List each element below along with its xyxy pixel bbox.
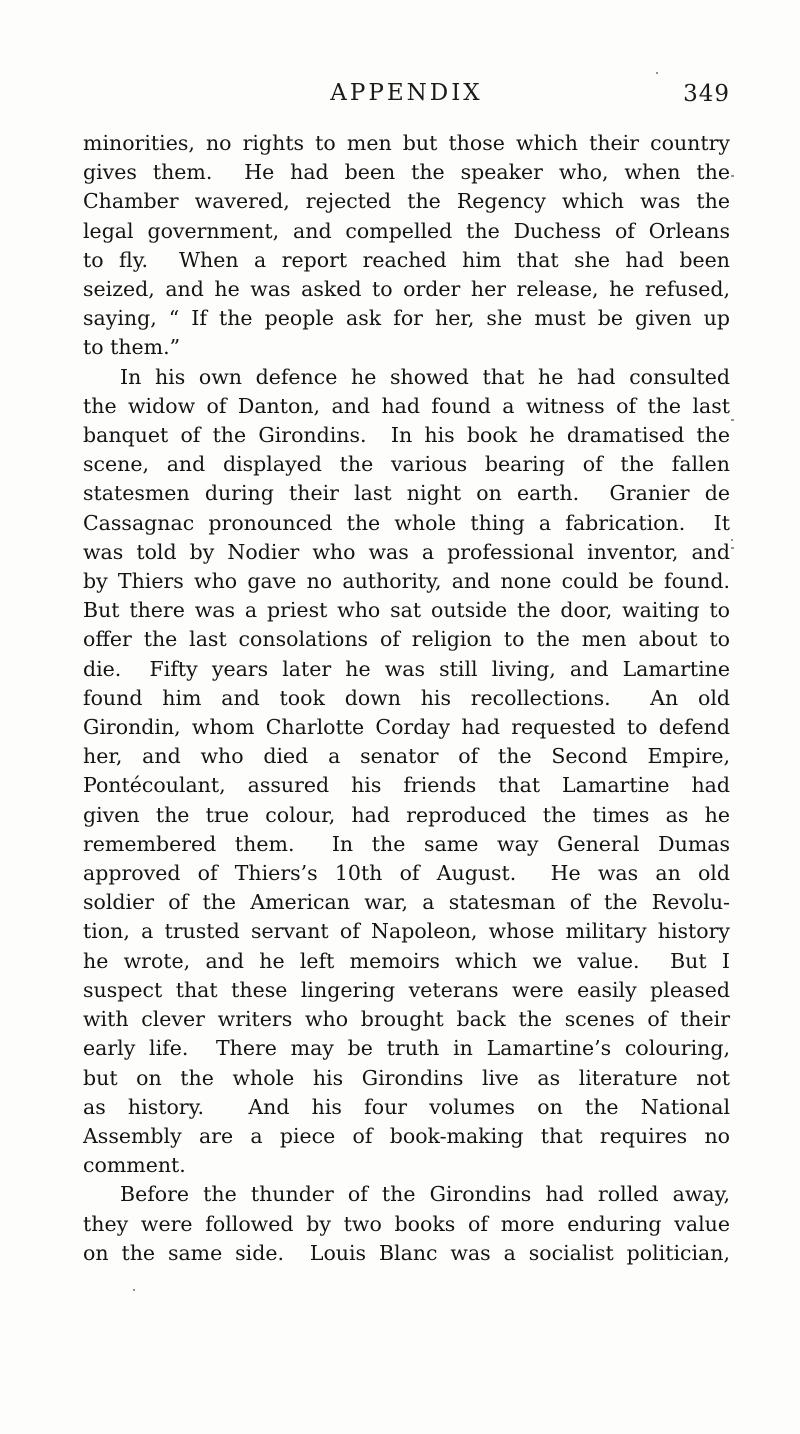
text-line: Pontécoulant, assured his friends that Lamartine had xyxy=(83,773,730,798)
text-line: found him and took down his recollections. An old xyxy=(83,685,730,710)
text-line: was told by Nodier who was a professional inventor, and xyxy=(83,539,730,564)
text-block xyxy=(83,0,730,1268)
text-line: banquet of the Girondins. In his book he dramatised the xyxy=(83,423,730,448)
text-line: soldier of the American war, a statesman of the Revolu- xyxy=(83,890,730,915)
text-line: to them.” xyxy=(83,335,181,360)
text-line: as history. And his four volumes on the National xyxy=(83,1094,730,1119)
text-line: they were followed by two books of more enduring value xyxy=(83,1211,730,1236)
text-line: Before the thunder of the Girondins had rolled away, xyxy=(120,1182,730,1207)
text-line: offer the last consolations of religion to the men about to xyxy=(83,627,730,652)
scan-speck xyxy=(731,419,734,421)
text-line: her, and who died a senator of the Second Empire, xyxy=(83,744,730,769)
text-line: saying, “ If the people ask for her, she must be given up xyxy=(83,306,730,331)
text-line: seized, and he was asked to order her release, he refused, xyxy=(83,277,730,302)
text-line: on the same side. Louis Blanc was a socialist politician, xyxy=(83,1240,730,1265)
scan-speck xyxy=(133,1289,135,1291)
text-line: comment. xyxy=(83,1153,186,1178)
scan-speck xyxy=(731,175,734,177)
page-number: 349 xyxy=(683,81,730,107)
scan-speck xyxy=(656,72,658,74)
running-head xyxy=(83,80,730,110)
text-line: but on the whole his Girondins live as literature not xyxy=(83,1065,730,1090)
text-line: Assembly are a piece of book-making that requires no xyxy=(83,1123,730,1148)
text-line: by Thiers who gave no authority, and none could be found. xyxy=(83,569,730,594)
text-line: Girondin, whom Charlotte Corday had requested to defend xyxy=(83,715,730,740)
text-line: statesmen during their last night on earth. Granier de xyxy=(83,481,730,506)
text-line: to fly. When a report reached him that she had been xyxy=(83,247,730,272)
text-line: gives them. He had been the speaker who, when the xyxy=(83,160,730,185)
text-line: die. Fifty years later he was still living, and Lamartine xyxy=(83,656,730,681)
page-body xyxy=(83,129,730,1268)
text-line: scene, and displayed the various bearing of the fallen xyxy=(83,452,730,477)
text-line: the widow of Danton, and had found a witness of the last xyxy=(83,393,730,418)
text-line: given the true colour, had reproduced the times as he xyxy=(83,802,730,827)
text-line: But there was a priest who sat outside the door, waiting to xyxy=(83,598,730,623)
text-line: suspect that these lingering veterans were easily pleased xyxy=(83,977,730,1002)
text-line: Chamber wavered, rejected the Regency which was the xyxy=(83,189,730,214)
page-title: APPENDIX xyxy=(330,80,483,106)
text-line: early life. There may be truth in Lamartine’s colouring, xyxy=(83,1036,730,1061)
text-line: minorities, no rights to men but those which their country xyxy=(83,131,730,155)
text-line: In his own defence he showed that he had consulted xyxy=(120,364,730,389)
text-line: approved of Thiers’s 10th of August. He was an old xyxy=(83,861,730,886)
text-line: Cassagnac pronounced the whole thing a fabrication. It xyxy=(83,510,730,535)
text-line: with clever writers who brought back the scenes of their xyxy=(83,1007,730,1032)
text-line: remembered them. In the same way General Dumas xyxy=(83,831,730,856)
text-line: he wrote, and he left memoirs which we value. But I xyxy=(83,948,730,973)
scan-speck xyxy=(731,539,733,541)
text-line: tion, a trusted servant of Napoleon, whose military history xyxy=(83,919,730,944)
scan-speck xyxy=(731,547,734,549)
text-line: legal government, and compelled the Duchess of Orleans xyxy=(83,218,730,243)
